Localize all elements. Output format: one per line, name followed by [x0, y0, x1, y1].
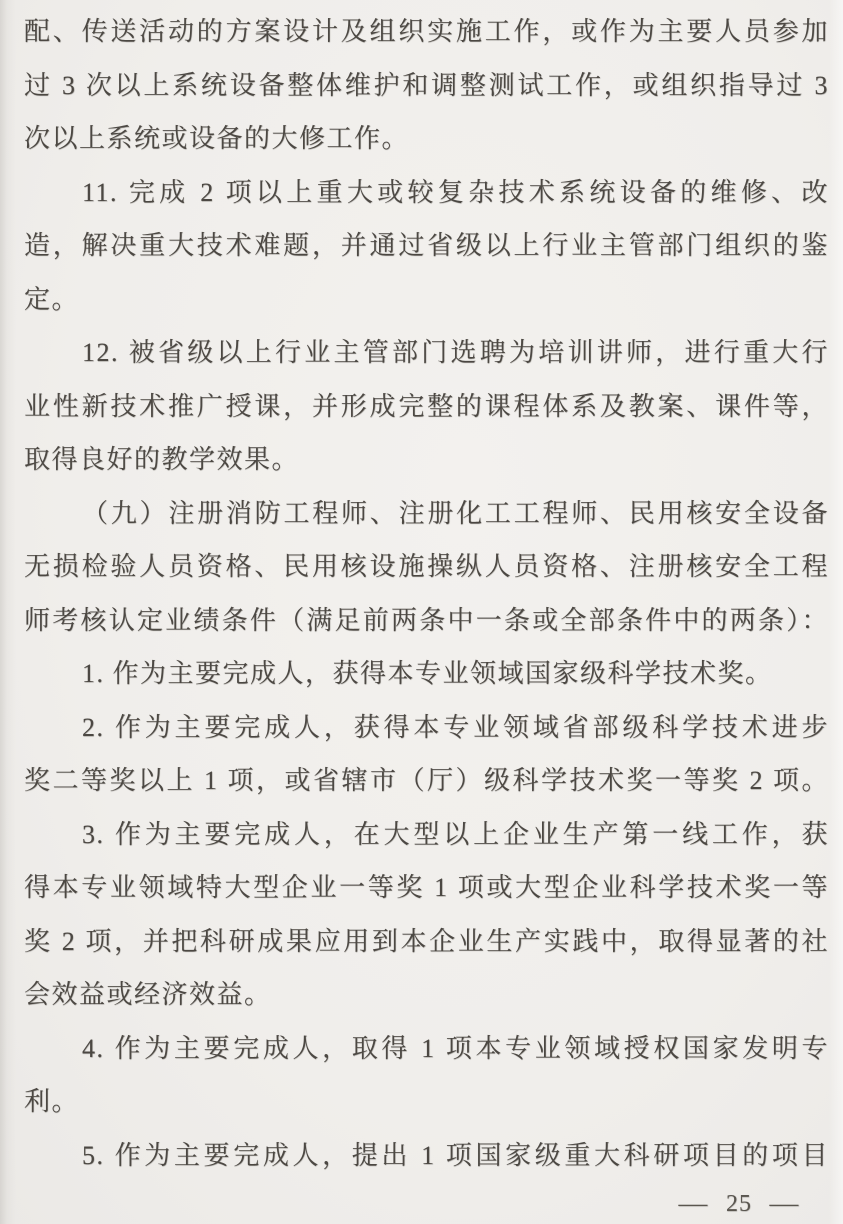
text-line-p6-l3: 会效益或经济效益。 [24, 980, 272, 1009]
text-line-p3-l0: （九）注册消防工程师、注册化工工程师、民用核安全设备 [82, 498, 829, 528]
text-line-p8-l0: 5. 作为主要完成人，提出 1 项国家级重大科研项目的项目 [82, 1140, 829, 1170]
text-line-p2-l2: 取得良好的教学效果。 [24, 445, 300, 474]
text-line-p0-l2: 次以上系统或设备的大修工作。 [24, 124, 410, 153]
footer-dash-left: — [678, 1191, 709, 1217]
document-text-block [24, 5, 829, 1182]
text-line-p0-l0: 配、传送活动的方案设计及组织实施工作，或作为主要人员参加 [24, 17, 829, 46]
text-line-p7-l1: 利。 [24, 1087, 80, 1116]
text-line-p6-l2: 奖 2 项，并把科研成果应用到本企业生产实践中，取得显著的社 [24, 926, 829, 956]
footer-dash-right: — [769, 1191, 800, 1217]
page-footer [678, 1191, 800, 1218]
text-line-p1-l0: 11. 完成 2 项以上重大或较复杂技术系统设备的维修、改 [82, 177, 829, 207]
text-line-p6-l1: 得本专业领域特大型企业一等奖 1 项或大型企业科学技术奖一等 [24, 873, 829, 902]
text-line-p7-l0: 4. 作为主要完成人，取得 1 项本专业领域授权国家发明专 [82, 1033, 829, 1063]
text-line-p3-l2: 师考核认定业绩条件（满足前两条中一条或全部条件中的两条）： [24, 605, 829, 635]
text-line-p2-l0: 12. 被省级以上行业主管部门选聘为培训讲师，进行重大行 [82, 338, 829, 367]
text-line-p4-l0: 1. 作为主要完成人，获得本专业领域国家级科学技术奖。 [82, 659, 773, 688]
text-line-p3-l1: 无损检验人员资格、民用核设施操纵人员资格、注册核安全工程 [24, 552, 829, 581]
text-line-p1-l2: 定。 [24, 284, 80, 314]
page-number: 25 [726, 1191, 752, 1217]
text-line-p0-l1: 过 3 次以上系统设备整体维护和调整测试工作，或组织指导过 3 [24, 70, 829, 100]
text-line-p5-l1: 奖二等奖以上 1 项，或省辖市（厅）级科学技术奖一等奖 2 项。 [24, 766, 829, 795]
text-line-p2-l1: 业性新技术推广授课，并形成完整的课程体系及教案、课件等， [24, 391, 829, 421]
text-line-p6-l0: 3. 作为主要完成人，在大型以上企业生产第一线工作，获 [82, 819, 829, 849]
text-line-p1-l1: 造，解决重大技术难题，并通过省级以上行业主管部门组织的鉴 [24, 231, 829, 260]
text-line-p5-l0: 2. 作为主要完成人，获得本专业领域省部级科学技术进步 [82, 712, 829, 742]
